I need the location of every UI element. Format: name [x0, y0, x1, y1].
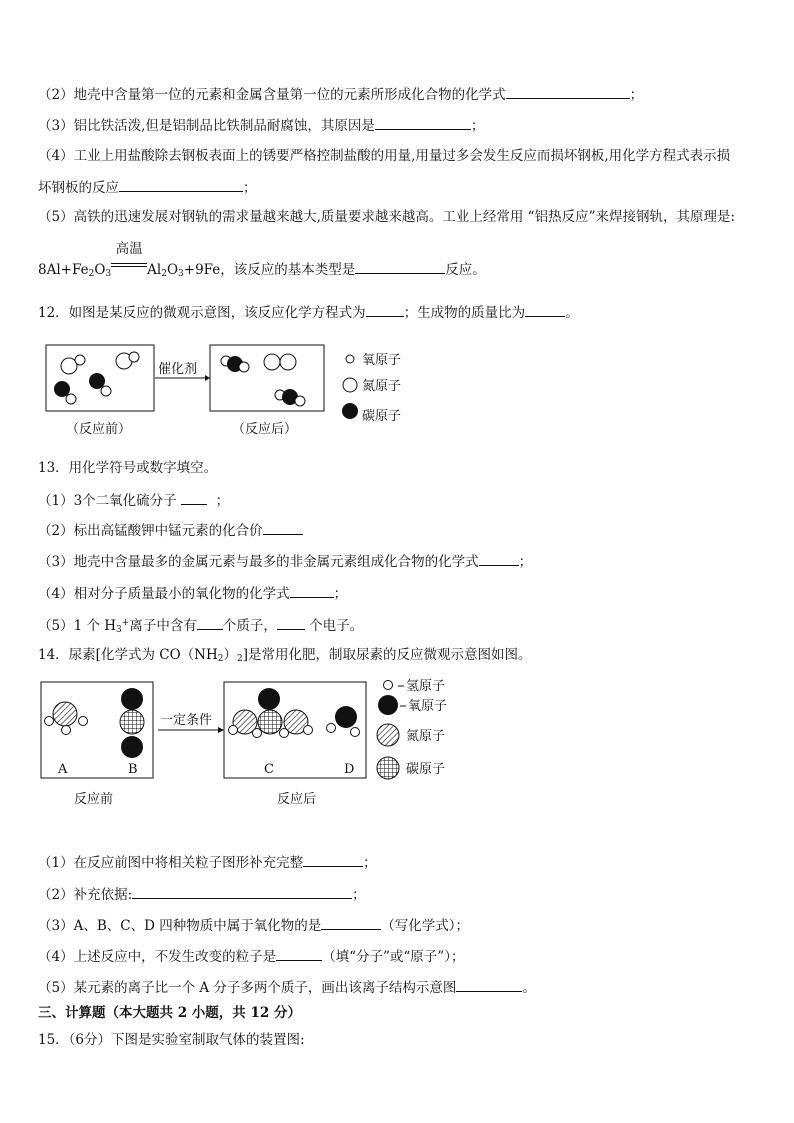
- after-label: （反应后）: [232, 422, 298, 437]
- q11-part4-cont: 坏钢板的反应 ；: [38, 177, 257, 197]
- oxygen-atom: [121, 688, 143, 710]
- oxygen-atom: [75, 355, 85, 365]
- carbon-atom: [120, 710, 144, 734]
- answer-blank[interactable]: [132, 884, 352, 899]
- answer-blank[interactable]: [197, 615, 223, 630]
- section-3-title: 三、计算题（本大题共 2 小题，共 12 分）: [38, 1005, 301, 1021]
- hydrogen-atom: [327, 724, 336, 733]
- condition-label: 一定条件: [160, 713, 213, 728]
- oxygen-atom: [121, 736, 143, 758]
- q11-part3: （3）铝比铁活泼,但是铝制品比铁制品耐腐蚀，其原因是 ；: [38, 115, 484, 135]
- q13-part1: （1）3个二氧化硫分子 ；: [38, 490, 229, 510]
- hydrogen-atom: [45, 717, 54, 726]
- q12-diagram: [0, 335, 794, 445]
- q14-part1: （1）在反应前图中将相关粒子图形补充完整 ；: [38, 852, 377, 872]
- legend-carbon-icon: [342, 403, 358, 419]
- legend-carbon-label: 碳原子: [362, 409, 402, 424]
- label-b: B: [128, 762, 138, 777]
- equation-condition: 高温: [111, 256, 147, 274]
- answer-blank[interactable]: [479, 551, 519, 566]
- answer-blank[interactable]: [355, 259, 445, 274]
- answer-blank[interactable]: [290, 583, 334, 598]
- hydrogen-atom: [62, 726, 71, 735]
- hydrogen-atom: [79, 717, 88, 726]
- label-c: C: [264, 762, 274, 777]
- q14-part2: （2）补充依据: ；: [38, 884, 366, 904]
- answer-blank[interactable]: [263, 520, 303, 535]
- q11-part2: （2）地壳中含量第一位的元素和金属含量第一位的元素所形成化合物的化学式 ；: [38, 84, 643, 104]
- oxygen-atom: [101, 386, 111, 396]
- oxygen-atom: [66, 394, 76, 404]
- q13-part4: （4）相对分子质量最小的氧化物的化学式 ；: [38, 583, 347, 603]
- answer-blank[interactable]: [456, 977, 522, 992]
- answer-blank[interactable]: [119, 177, 243, 192]
- answer-blank[interactable]: [506, 84, 630, 99]
- q14-title: 14．尿素[化学式为 $CO(NH_2)_2$]是常用化肥，制取尿素的反应微观示意图如图。: [38, 647, 532, 664]
- legend-nitrogen-label: 氮原子: [406, 729, 446, 744]
- hydrogen-atom: [280, 729, 289, 738]
- hydrogen-atom: [304, 726, 313, 735]
- q15-question: 15．（6分）下图是实验室制取气体的装置图:: [38, 1032, 305, 1048]
- q14-part5: （5）某元素的离子比一个 A 分子多两个质子，画出该离子结构示意图 。: [38, 977, 536, 997]
- nitrogen-atom: [53, 702, 77, 726]
- q12-question: 12．如图是某反应的微观示意图，该反应化学方程式为 ；生成物的质量比为 。: [38, 302, 579, 322]
- oxygen-atom: [295, 396, 305, 406]
- answer-blank[interactable]: [276, 946, 322, 961]
- legend-nitrogen-label: 氮原子: [362, 379, 402, 394]
- answer-blank[interactable]: [525, 302, 565, 317]
- answer-blank[interactable]: [303, 852, 363, 867]
- q14-part4: （4）上述反应中，不发生改变的粒子是 （填“分子”或“原子”）；: [38, 946, 464, 966]
- hydrogen-atom: [253, 729, 262, 738]
- oxygen-atom: [239, 362, 249, 372]
- legend-oxygen-icon: [378, 695, 398, 715]
- answer-blank[interactable]: [277, 615, 305, 630]
- legend-oxygen-icon: [346, 355, 354, 363]
- q13-title: 13．用化学符号或数字填空。: [38, 460, 218, 476]
- legend-nitrogen-icon: [377, 724, 399, 746]
- answer-blank[interactable]: [181, 490, 207, 505]
- q13-part3: （3）地壳中含量最多的金属元素与最多的非金属元素组成化合物的化学式 ；: [38, 551, 532, 571]
- q13-part5: （5）1 个 $H_3^+$离子中含有 个质子， 个电子。: [38, 614, 363, 639]
- nitrogen-atom: [280, 354, 296, 370]
- q11-part4: （4）工业上用盐酸除去钢板表面上的锈要严格控制盐酸的用量,用量过多会发生反应而损坏钢板,用化学方程式表示损: [38, 148, 731, 164]
- oxygen-atom: [258, 688, 280, 710]
- thermite-equation: $8Al+Fe_2O_3$ 高温 $Al_2O_3+9Fe$，该反应的基本类型是 反应。: [38, 241, 486, 279]
- q14-part3: （3）A、B、C、D 四种物质中属于氧化物的是 （写化学式）；: [38, 915, 469, 935]
- q11-part5: （5）高铁的迅速发展对钢轨的需求量越来越大,质量要求越来越高。工业上经常用 “铝热反应”来焊接钢轨，其原理是:: [38, 209, 736, 225]
- label-d: D: [344, 762, 355, 777]
- legend-carbon-label: 碳原子: [406, 762, 446, 777]
- hydrogen-atom: [351, 728, 360, 737]
- label-a: A: [58, 762, 68, 777]
- oxygen-atom: [129, 352, 139, 362]
- legend-hydrogen-icon: [384, 681, 393, 690]
- answer-blank[interactable]: [375, 115, 471, 130]
- nitrogen-atom: [264, 354, 280, 370]
- answer-blank[interactable]: [366, 302, 404, 317]
- legend-hydrogen-label: 氢原子: [406, 679, 446, 694]
- carbon-atom: [89, 373, 105, 389]
- before-label: 反应前: [74, 792, 114, 807]
- carbon-atom: [54, 381, 70, 397]
- catalyst-label: 催化剂: [158, 362, 198, 377]
- carbon-atom: [258, 710, 282, 734]
- oxygen-atom: [335, 706, 357, 728]
- legend-oxygen-label: 氧原子: [362, 353, 402, 368]
- before-label: （反应前）: [66, 422, 132, 437]
- q13-part2: （2）标出高锰酸钾中锰元素的化合价: [38, 520, 303, 540]
- legend-oxygen-label: 氧原子: [408, 699, 448, 714]
- hydrogen-atom: [229, 726, 238, 735]
- q14-diagram: [0, 672, 794, 812]
- after-box: [210, 345, 324, 411]
- legend-nitrogen-icon: [343, 378, 357, 392]
- after-label: 反应后: [277, 792, 317, 807]
- legend-carbon-icon: [377, 757, 399, 779]
- answer-blank[interactable]: [321, 915, 381, 930]
